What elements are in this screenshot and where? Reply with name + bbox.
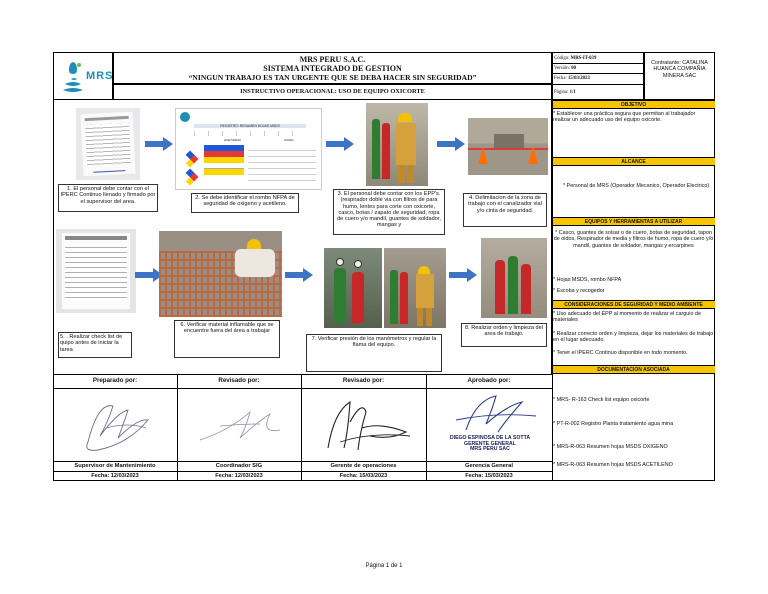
company-name: MRS PERU S.A.C. bbox=[299, 55, 366, 64]
signature-mark bbox=[310, 392, 420, 458]
consideraciones-item: * Uso adecuado del EPP al momento de realizar el carguio de materiales bbox=[553, 311, 701, 324]
mrs-logo-icon bbox=[180, 112, 190, 122]
step4-photo bbox=[468, 118, 548, 175]
nfpa-diamond-icon bbox=[182, 151, 199, 168]
documentacion-item: * MRS-R-063 Resumen hojas MSDS OXIGENO bbox=[553, 444, 668, 450]
sig-date: Fecha: 15/03/2023 bbox=[339, 473, 388, 479]
pagina-row: Página: 1/1 bbox=[554, 90, 576, 95]
consideraciones-item: * Tener el IPERC Continuo disponible en todo momento. bbox=[553, 350, 688, 356]
doc-title: INSTRUCTIVO OPERACIONAL: USO DE EQUIPO OXICORTE bbox=[240, 88, 425, 95]
step7-caption: 7. Verificar presión de los manómetros y regular la flama del equipo. bbox=[306, 334, 442, 372]
step8-caption: 8. Realizar orden y limpieza del area de trabajo. bbox=[461, 323, 547, 347]
thumb-title: REGISTRO: RESUMEN HOJAS MSDS bbox=[194, 124, 306, 128]
sig-divider bbox=[53, 388, 552, 389]
alcance-title: ALCANCE bbox=[552, 157, 715, 166]
thumb-col2: CIANO bbox=[284, 138, 294, 142]
version-row: Versión: 00 bbox=[554, 66, 576, 71]
sig-role: Supervisor de Mantenimiento bbox=[74, 463, 156, 469]
step7-photo-worker bbox=[384, 248, 446, 328]
sig-role: Coordinador SIG bbox=[215, 463, 263, 469]
step6-caption: 6. Verificar material inflamable que se encuentre fuera del área a trabajar bbox=[174, 320, 280, 358]
sig-divider bbox=[53, 461, 552, 462]
arrow-right-icon bbox=[326, 137, 354, 151]
documentacion-item: * MRS-R-063 Resumen hojas MSDS ACETILENO bbox=[553, 462, 673, 468]
sig-header: Preparado por: bbox=[92, 377, 138, 384]
signature-mark bbox=[436, 390, 546, 440]
fecha-row: Fecha: 15/03/2023 bbox=[554, 76, 590, 81]
nfpa-diamond-icon bbox=[182, 169, 199, 186]
motto: “NINGUN TRABAJO ES TAN URGENTE QUE SE DEBA HACER SIN SEGURIDAD” bbox=[188, 73, 477, 82]
documentacion-item: * PT-R-002 Registro Planta tratamiento agua mina bbox=[553, 421, 674, 427]
sig-role: Gerencia General bbox=[464, 463, 513, 469]
logo-text: MRS bbox=[86, 70, 114, 82]
step5-photo bbox=[56, 229, 136, 313]
equipos-item: * Escoba y recogedor bbox=[553, 288, 605, 294]
sig-header: Revisado por: bbox=[218, 377, 260, 384]
thumb-col: ACETILENO bbox=[224, 138, 242, 142]
consideraciones-item: * Realizar correcto orden y limpieza, dejar los materiales de trabajo en el lugar adecuado. bbox=[553, 331, 714, 344]
column-divider bbox=[552, 100, 553, 481]
stamp-line: MRS PERU SAC bbox=[470, 446, 510, 453]
step2-caption: 2. Se debe identificar el rombo NFPA de seguridad de oxigeno y acetileno. bbox=[191, 193, 299, 213]
documentacion-item: * MRS- R-163 Check list equipo oxicorte bbox=[553, 397, 650, 403]
equipos-item: * Casco, guantes de solsar o de cuero, botas de seguridad, tapon de oidos, Respirador de media y filtros de humo, ropa de cuero y/o mandil, guantes de soldador, mangas y ercarpines bbox=[553, 230, 714, 249]
equipos-title: EQUIPOS Y HERRAMIENTAS A UTILIZAR bbox=[552, 217, 715, 226]
sig-date: Fecha: 15/03/2023 bbox=[465, 473, 513, 479]
stamp-line: GERENTE GENERAL bbox=[464, 440, 516, 447]
sig-header: Aprobado por: bbox=[467, 377, 511, 384]
arrow-right-icon bbox=[437, 137, 465, 151]
meta-divider bbox=[553, 73, 643, 74]
step8-photo bbox=[481, 238, 547, 318]
sig-date: Fecha: 12/03/2023 bbox=[91, 473, 139, 479]
consideraciones-title: CONSIDERACIONES DE SEGURIDAD Y MEDIO AMBIENTE bbox=[552, 300, 715, 309]
signature-mark bbox=[68, 392, 168, 458]
approval-stamp bbox=[432, 436, 548, 453]
header-title-cell bbox=[113, 52, 552, 84]
contratante-cell bbox=[644, 52, 715, 100]
objetivo-title: OBJETIVO bbox=[552, 100, 715, 109]
step3-photo bbox=[366, 103, 428, 186]
documentacion-title: DOCUMENTACION ASOCIADA bbox=[552, 365, 715, 374]
sig-header: Revisado por: bbox=[342, 377, 385, 384]
signature-mark bbox=[190, 400, 290, 450]
meta-divider bbox=[553, 84, 643, 85]
step1-photo bbox=[76, 108, 140, 180]
page-footer: Página 1 de 1 bbox=[365, 563, 403, 569]
step7-photo-gauges bbox=[324, 248, 382, 328]
stamp-line: DIEGO ESPINOSA DE LA SOTTA bbox=[449, 435, 531, 441]
doc-meta-cell bbox=[552, 52, 644, 100]
sig-role: Gerente de operaciones bbox=[330, 463, 397, 469]
objetivo-text: * Establecer una práctica segura que permitan al trabajador realizar un adecuado uso del equipo oxicorte. bbox=[553, 111, 696, 124]
system-name: SISTEMA INTEGRADO DE GESTION bbox=[263, 64, 402, 73]
logo-cell bbox=[53, 52, 113, 100]
contratante: Contratante: CATALINA HUANCA COMPAÑIA MINERA SAC bbox=[651, 60, 708, 79]
step1-caption: 1. El personal debe contar con el IPERC Continuo llenado y firmado por el supervisor del area. bbox=[58, 184, 158, 212]
codigo-row: Código: MRS-IT-039 bbox=[554, 56, 597, 61]
step3-caption: 3. El personal debe contar con los EPP's. (respirador doble via con filtros de para humo, lentes para corte con oxicorte, casco, botas / zapato de seguridad, ropa de cuero y/o mandil, guantes de soldador, mangas y bbox=[333, 189, 445, 235]
sig-divider bbox=[53, 471, 552, 472]
step4-caption: 4. Delimitacion de la zona de trabajo con el canalizador vial y/o cinta de seguridad. bbox=[463, 193, 547, 227]
alcance-text: * Personal de MRS (Operador Mecanico, Operador Electrico) bbox=[563, 183, 710, 189]
gauge-icon bbox=[336, 258, 344, 266]
step5-caption: 5. . Realizar check list de quipo antes de iniciar la tarea bbox=[58, 332, 132, 358]
doc-title-cell bbox=[113, 84, 552, 100]
gauge-icon bbox=[354, 260, 362, 268]
equipos-item: * Hojas MSDS, rombo NFPA bbox=[553, 277, 622, 283]
arrow-right-icon bbox=[449, 268, 477, 282]
arrow-right-icon bbox=[285, 268, 313, 282]
step2-photo bbox=[175, 108, 322, 190]
step6-photo bbox=[159, 231, 282, 317]
arrow-right-icon bbox=[145, 137, 173, 151]
sig-date: Fecha: 12/03/2023 bbox=[215, 473, 263, 479]
meta-divider bbox=[553, 63, 643, 64]
